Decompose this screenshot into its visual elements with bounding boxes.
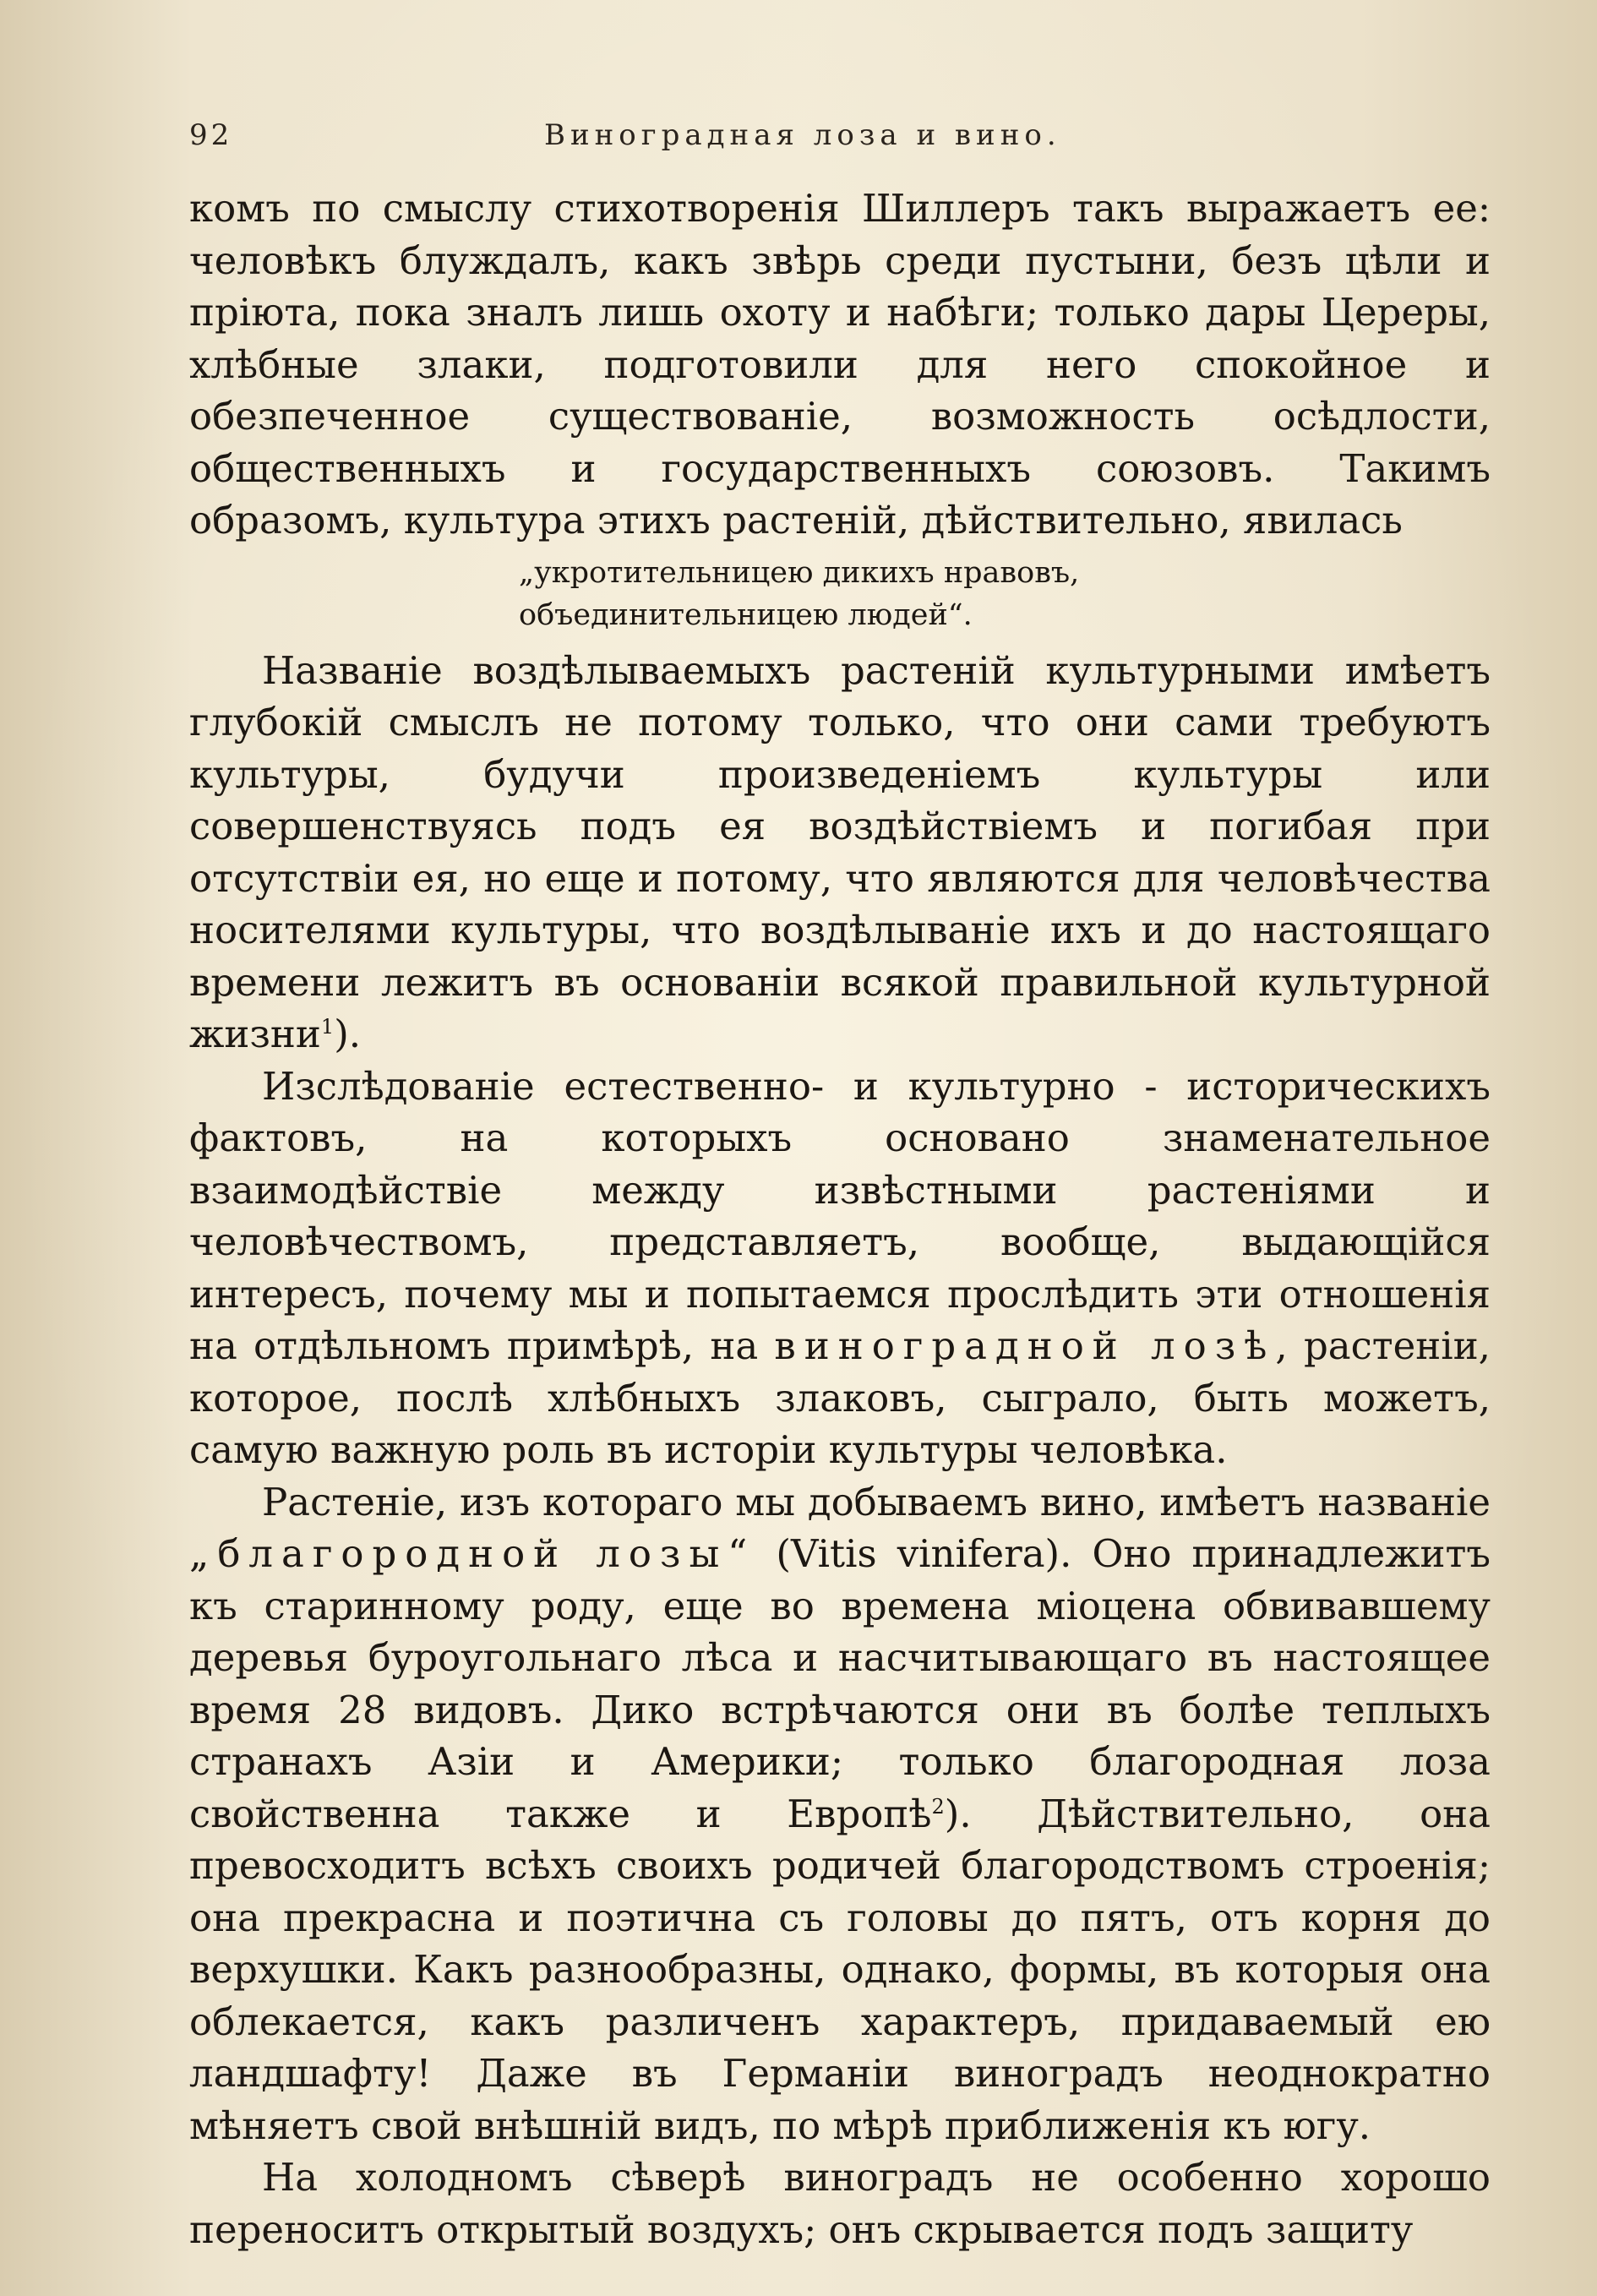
running-title: Виноградная лоза и вино.	[544, 118, 1061, 152]
page-content	[189, 118, 1491, 2255]
footnote-ref-1: 1	[320, 1015, 335, 1039]
footnote-ref-2: 2	[931, 1794, 945, 1819]
quote-line-2: объединительницею людей“.	[519, 597, 973, 632]
paragraph-2	[189, 645, 1491, 1061]
paragraph-5: На холодномъ сѣверѣ виноградъ не особенно хорошо переноситъ открытый воздухъ; онъ скрывается подъ защиту	[189, 2155, 1491, 2252]
paragraph-3-end: , растеніи, которое, послѣ хлѣбныхъ злаковъ, сыграло, быть можетъ, самую важную роль въ исторіи культуры человѣка.	[189, 1323, 1491, 1472]
paragraph-4-end: ). Дѣйствительно, она превосходитъ всѣхъ своихъ родичей благородствомъ строенія; она прекрасна и поэтична съ головы до пятъ, отъ корня до верхушки. Какъ разнообразны, однако, формы, въ которыя она облекается, какъ различенъ характеръ, придаваемый ею ландшафту! Даже въ Германіи виноградъ неоднократно мѣняетъ свой внѣшній видъ, по мѣрѣ приближенія къ югу.	[189, 1791, 1491, 2148]
paragraph-3	[189, 1061, 1491, 1476]
quote-line-1: „укротительницею дикихъ нравовъ,	[519, 555, 1080, 590]
paragraph-4-middle: (Vitis vinifera). Оно принадлежитъ къ старинному роду, еще во времена міоцена обвивавшему деревья буроугольнаго лѣса и насчитывающаго въ настоящее время 28 видовъ. Дико встрѣчаются они въ болѣе теплыхъ странахъ Азіи и Америки; только благородная лоза свойственна также и Европѣ	[189, 1531, 1491, 1836]
paragraph-2-text: Названіе воздѣлываемыхъ растеній культурными имѣетъ глубокій смыслъ не потому только, что они сами требуютъ культуры, будучи произведеніемъ культуры или совершенствуясь подъ ея воздѣйствіемъ и погибая при отсутствіи ея, но еще и потому, что являются для человѣчества носителями культуры, что воздѣлываніе ихъ и до настоящаго времени лежитъ въ основаніи всякой правильной культурной жизни	[189, 647, 1491, 1056]
paragraph-1: комъ по смыслу стихотворенія Шиллеръ такъ выражаетъ ее: человѣкъ блуждалъ, какъ звѣрь среди пустыни, безъ цѣли и пріюта, пока зналъ лишь охоту и набѣги; только дары Цереры, хлѣбные злаки, подготовили для него спокойное и обезпеченное существованіе, возможность осѣдлости, общественныхъ и государственныхъ союзовъ. Такимъ образомъ, культура этихъ растеній, дѣйствительно, явилась	[189, 186, 1491, 543]
paragraph-2-end: ).	[334, 1012, 362, 1056]
paragraph-4-text: Растеніе, изъ котораго мы добываемъ вино, имѣетъ названіе	[262, 1479, 1491, 1524]
spaced-term-noble-vine: „благородной лозы“	[189, 1531, 756, 1576]
running-head	[189, 118, 1491, 169]
verse-quote	[519, 552, 1491, 636]
spaced-term-vine: виноградной лозѣ	[774, 1323, 1276, 1368]
page-number: 92	[189, 118, 233, 152]
body-text	[189, 183, 1491, 2255]
paragraph-3-text: Изслѣдованіе естественно- и культурно - историческихъ фактовъ, на которыхъ основано знаменательное взаимодѣйствіе между извѣстными растеніями и человѣчествомъ, представляетъ, вообще, выдающійся интересъ, почему мы и попытаемся прослѣдить эти отношенія на отдѣльномъ примѣрѣ, на	[189, 1063, 1491, 1368]
paragraph-4	[189, 1476, 1491, 2152]
